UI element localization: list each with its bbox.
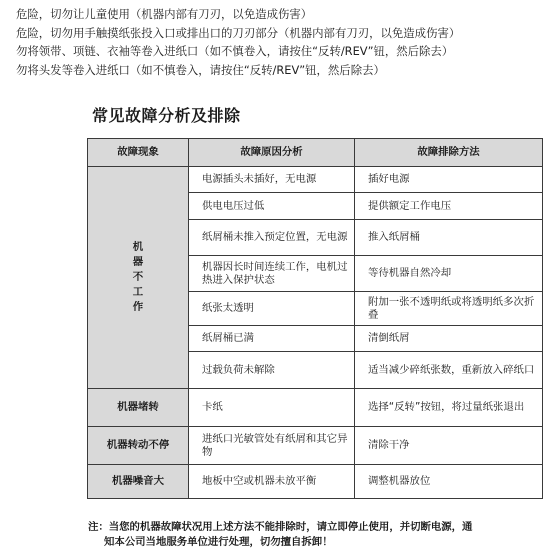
fix-cell: 清除干净: [355, 427, 543, 465]
warning-line: 危险，切勿用手触摸纸张投入口或排出口的刀刃部分（机器内部有刀刃，以免造成伤害）: [16, 25, 461, 40]
table-row: [88, 389, 543, 427]
troubleshooting-table: [87, 138, 543, 499]
cause-cell: 纸屑桶已满: [189, 326, 355, 352]
fix-cell: 附加一张不透明纸或将透明纸多次折叠: [355, 292, 543, 326]
header-fix: 故障排除方法: [355, 139, 543, 167]
header-cause: 故障原因分析: [189, 139, 355, 167]
warning-line: 危险，切勿让儿童使用（机器内部有刀刃，以免造成伤害）: [16, 7, 313, 21]
warning-line: 勿将领带、项链、衣袖等卷入进纸口（如不慎卷入，请按住“反转/REV”钮，然后除去）: [16, 44, 454, 58]
phenomenon-cell: 机器堵转: [88, 389, 189, 427]
cause-cell: 纸屑桶未推入预定位置，无电源: [189, 220, 355, 256]
header-phenomenon: 故障现象: [88, 139, 189, 167]
phenomenon-cell: [88, 167, 189, 389]
cause-cell: 纸张太透明: [189, 292, 355, 326]
footnote-line: 注：当您的机器故障状况用上述方法不能排除时，请立即停止使用，并切断电源，通: [88, 521, 473, 533]
table-row: [88, 465, 543, 499]
cause-cell: 卡纸: [189, 389, 355, 427]
section-title: 常见故障分析及排除: [92, 106, 241, 125]
warning-list: [16, 5, 541, 79]
footnote: [88, 520, 543, 550]
cause-cell: 地板中空或机器未放平衡: [189, 465, 355, 499]
table-header-row: [88, 139, 543, 167]
fix-cell: 适当减少碎纸张数，重新放入碎纸口: [355, 352, 543, 389]
phenomenon-cell: 机器噪音大: [88, 465, 189, 499]
footnote-line: 知本公司当地服务单位进行处理，切勿擅自拆卸！: [104, 536, 333, 548]
fix-cell: 调整机器放位: [355, 465, 543, 499]
table-row: [88, 167, 543, 193]
phenomenon-label: 机器不工作: [132, 241, 144, 313]
table-row: [88, 427, 543, 465]
fix-cell: 选择“反转”按钮，将过量纸张退出: [355, 389, 543, 427]
fix-cell: 等待机器自然冷却: [355, 256, 543, 292]
fix-cell: 清倒纸屑: [355, 326, 543, 352]
cause-cell: 供电电压过低: [189, 193, 355, 220]
fix-cell: 插好电源: [355, 167, 543, 193]
fix-cell: 提供额定工作电压: [355, 193, 543, 220]
warning-line: 勿将头发等卷入进纸口（如不慎卷入，请按住“反转/REV”钮，然后除去）: [16, 62, 385, 77]
cause-cell: 进纸口光敏管处有纸屑和其它异物: [189, 427, 355, 465]
phenomenon-cell: 机器转动不停: [88, 427, 189, 465]
fix-cell: 推入纸屑桶: [355, 220, 543, 256]
cause-cell: 过载负荷未解除: [189, 352, 355, 389]
cause-cell: 电源插头未插好，无电源: [189, 167, 355, 193]
cause-cell: 机器因长时间连续工作，电机过热进入保护状态: [189, 256, 355, 292]
